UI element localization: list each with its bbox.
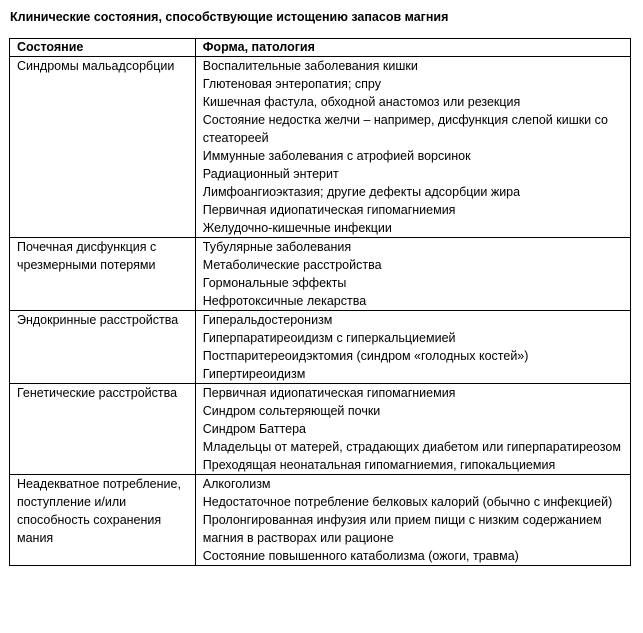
- condition-label: Эндокринные расстройства: [17, 313, 179, 327]
- form-item: Желудочно-кишечные инфекции: [202, 221, 392, 235]
- form-item: Постпаритереоидэктомия (синдром «голодных костей»): [202, 349, 529, 363]
- form-item: Тубулярные заболевания: [202, 240, 352, 254]
- condition-label: Синдромы мальадсорбции: [17, 59, 175, 73]
- condition-cell: [10, 311, 196, 384]
- forms-cell: [195, 238, 630, 311]
- form-item: Младельцы от матерей, страдающих диабетом или гиперпаратиреозом: [202, 440, 621, 454]
- form-item: Гиперальдостеронизм: [202, 313, 333, 327]
- condition-label: Почечная дисфункция с чрезмерными потерями: [17, 240, 157, 272]
- header-form: Форма, патология: [195, 39, 630, 57]
- form-item: Первичная идиопатическая гипомагниемия: [202, 386, 456, 400]
- form-item: Глютеновая энтеропатия; спру: [202, 77, 381, 91]
- forms-cell: [195, 57, 630, 238]
- condition-label: Генетические расстройства: [17, 386, 178, 400]
- condition-label: Неадекватное потребление, поступление и/или способность сохранения мания: [17, 477, 181, 545]
- form-item: Первичная идиопатическая гипомагниемия: [202, 203, 456, 217]
- header-condition: Состояние: [10, 39, 196, 57]
- form-item: Иммунные заболевания с атрофией ворсинок: [202, 149, 471, 163]
- forms-cell: [195, 311, 630, 384]
- form-item: Состояние недостка желчи – например, дисфункция слепой кишки со стеатореей: [202, 113, 608, 145]
- form-item: Гиперпаратиреоидизм с гиперкальциемией: [202, 331, 456, 345]
- form-item: Лимфоангиоэктазия; другие дефекты адсорбции жира: [202, 185, 521, 199]
- form-item: Метаболические расстройства: [202, 258, 382, 272]
- table-header-row: [10, 39, 631, 57]
- forms-cell: [195, 384, 630, 475]
- condition-cell: [10, 57, 196, 238]
- form-item: Преходящая неонатальная гипомагниемия, гипокальциемия: [202, 458, 556, 472]
- form-item: Синдром сольтеряющей почки: [202, 404, 381, 418]
- document-title: Клинические состояния, способствующие истощению запасов магния: [10, 10, 449, 24]
- form-item: Гормональные эффекты: [202, 276, 347, 290]
- form-item: Алкоголизм: [202, 477, 271, 491]
- table-row: [10, 475, 631, 566]
- form-item: Пролонгированная инфузия или прием пищи с низким содержанием магния в растворах или рационе: [202, 513, 602, 545]
- condition-cell: [10, 238, 196, 311]
- conditions-table: [9, 38, 631, 566]
- table-row: [10, 311, 631, 384]
- form-item: Синдром Баттера: [202, 422, 306, 436]
- form-item: Состояние повышенного катаболизма (ожоги, травма): [202, 549, 519, 563]
- table-row: [10, 384, 631, 475]
- form-item: Воспалительные заболевания кишки: [202, 59, 418, 73]
- form-item: Радиационный энтерит: [202, 167, 339, 181]
- form-item: Кишечная фастула, обходной анастомоз или резекция: [202, 95, 521, 109]
- table-row: [10, 57, 631, 238]
- form-item: Гипертиреоидизм: [202, 367, 306, 381]
- form-item: Нефротоксичные лекарства: [202, 294, 367, 308]
- table-row: [10, 238, 631, 311]
- form-item: Недостаточное потребление белковых калорий (обычно с инфекцией): [202, 495, 613, 509]
- condition-cell: [10, 475, 196, 566]
- condition-cell: [10, 384, 196, 475]
- forms-cell: [195, 475, 630, 566]
